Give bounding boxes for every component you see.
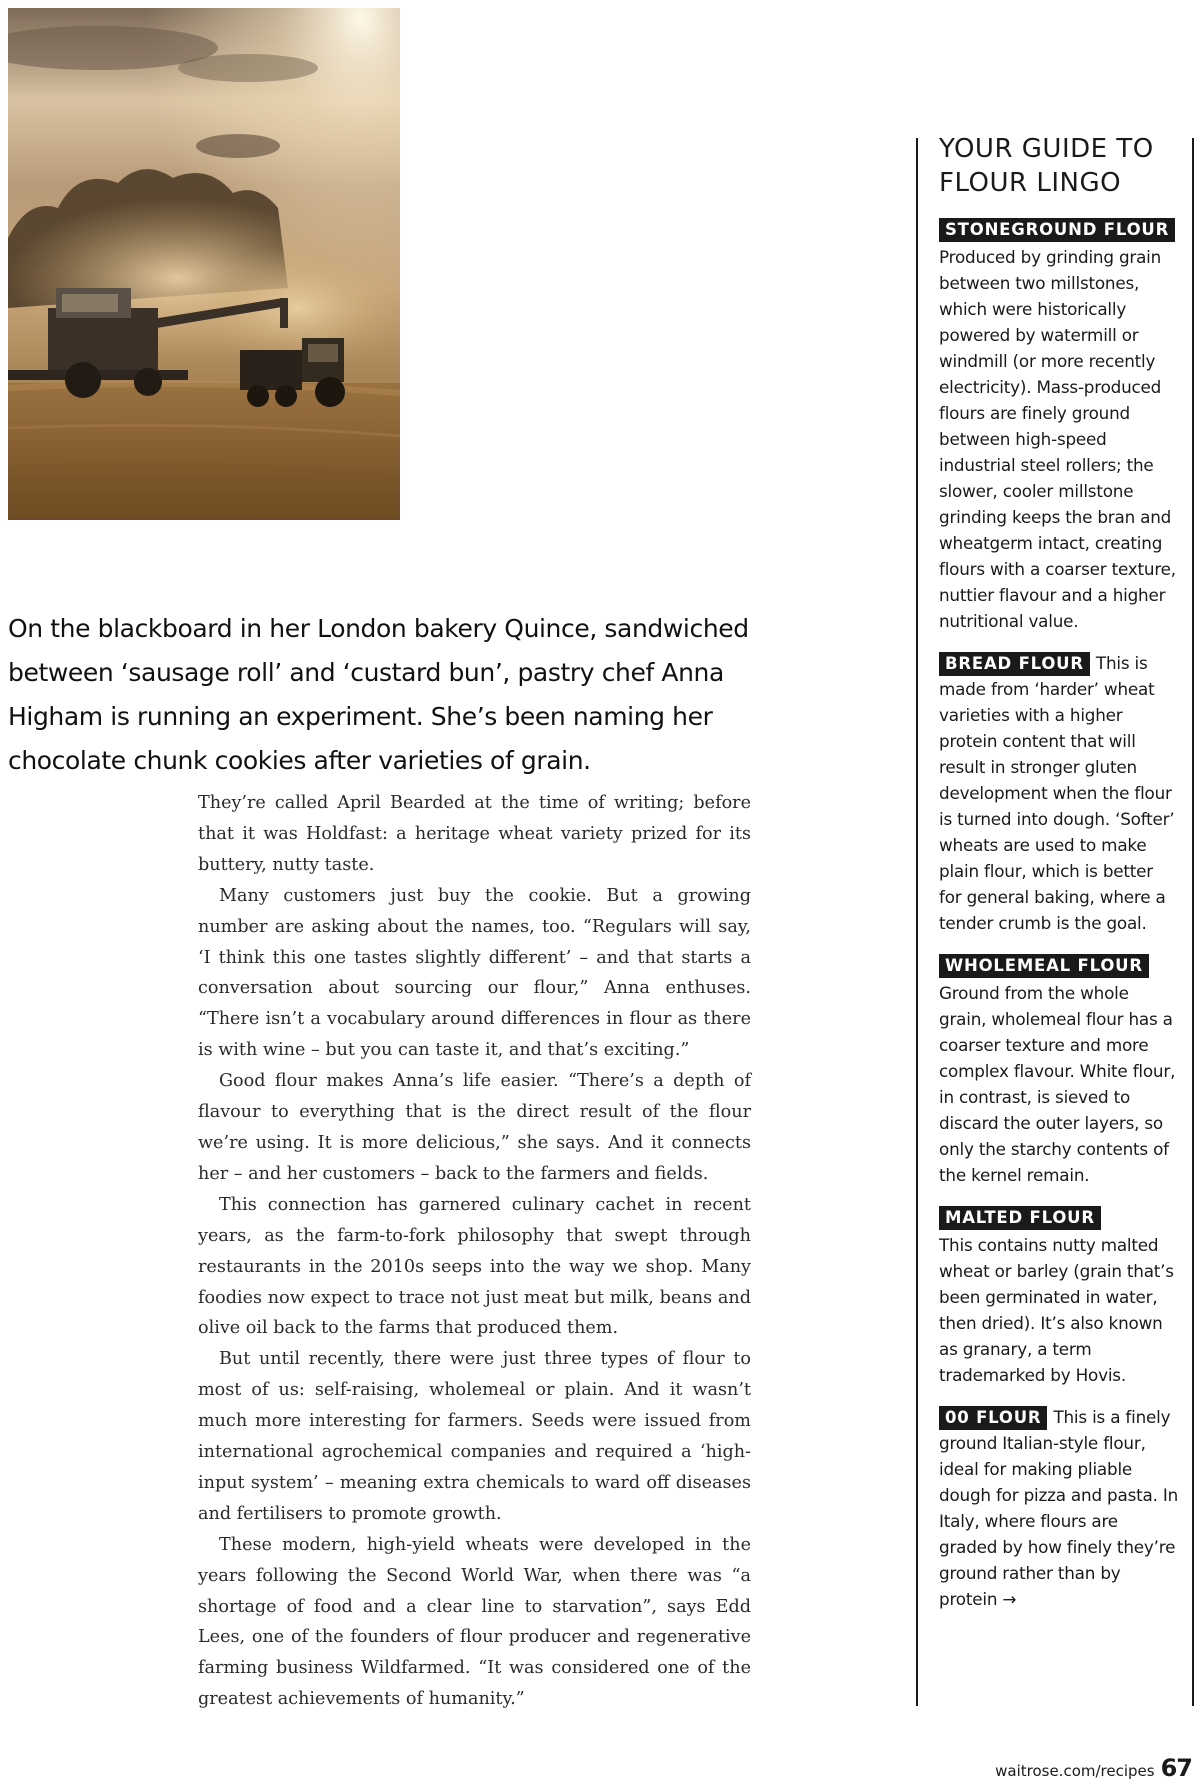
glossary-entry-wholemeal [939,952,1179,1188]
sidebar-rule-right [1192,138,1194,1706]
glossary-term: STONEGROUND FLOUR [939,218,1175,242]
glossary-term: 00 FLOUR [939,1406,1047,1430]
body-paragraph: Many customers just buy the cookie. But a growing number are asking about the names, too. “Regulars will say, ‘I think this one tastes slightly different’ – and that starts a conversation about sourcing our flour,” Anna enthuses. “There isn’t a vocabulary around differences in flour as there is with wine – but you can taste it, and that’s exciting.” [198,885,751,1061]
sidebar-title-line1: YOUR GUIDE TO [939,134,1154,164]
glossary-term: MALTED FLOUR [939,1206,1101,1230]
glossary-term: BREAD FLOUR [939,652,1090,676]
flour-glossary-sidebar [939,132,1179,1628]
glossary-entry-malted [939,1204,1179,1388]
article-body [198,788,751,1715]
sidebar-title [939,132,1179,200]
harvest-photo [8,8,400,520]
body-paragraph: They’re called April Bearded at the time of writing; before that it was Holdfast: a heritage wheat variety prized for its buttery, nutty taste. [198,793,751,875]
page-number: 67 [1160,1754,1192,1782]
glossary-entry-stoneground [939,216,1179,634]
sidebar-title-line2: FLOUR LINGO [939,168,1122,198]
glossary-entry-00 [939,1404,1179,1612]
footer-url[interactable]: waitrose.com/recipes [995,1762,1155,1780]
body-paragraph: But until recently, there were just three types of flour to most of us: self-raising, wholemeal or plain. And it wasn’t much more interesting for farmers. Seeds were issued from international agrochemical companies and required a ‘high-input system’ – meaning extra chemicals to ward off diseases and fertilisers to promote growth. [198,1349,751,1524]
glossary-definition: This is made from ‘harder’ wheat varieties with a higher protein content that will result in stronger gluten development when the flour is turned into dough. ‘Softer’ wheats are used to make plain flour, which is better for general baking, where a tender crumb is the goal. [939,653,1175,933]
standfirst-intro: On the blackboard in her London bakery Quince, sandwiched between ‘sausage roll’ and ‘custard bun’, pastry chef Anna Higham is running an experiment. She’s been naming her chocolate chunk cookies after varieties of grain. [8,614,749,775]
page-footer [995,1754,1192,1784]
body-paragraph: These modern, high-yield wheats were developed in the years following the Second World War, when there was “a shortage of food and a clear line to starvation”, says Edd Lees, one of the founders of flour producer and regenerative farming business Wildfarmed. “It was considered one of the greatest achievements of humanity.” [198,1534,751,1710]
body-paragraph: Good flour makes Anna’s life easier. “There’s a depth of flavour to everything that is the direct result of the flour we’re using. It is more delicious,” she says. And it connects her – and her customers – back to the farmers and fields. [198,1071,751,1184]
glossary-definition: Produced by grinding grain between two millstones, which were historically powered by watermill or windmill (or more recently electricity). Mass-produced flours are finely ground between high-speed industrial steel rollers; the slower, cooler millstone grinding keeps the bran and wheatgerm intact, creating flours with a coarser texture, nuttier flavour and a higher nutritional value. [939,247,1176,631]
sidebar-rule-left [916,138,918,1706]
glossary-definition: This is a finely ground Italian-style flour, ideal for making pliable dough for pizza and pasta. In Italy, where flours are graded by how finely they’re ground rather than by protein → [939,1407,1179,1609]
body-paragraph: This connection has garnered culinary cachet in recent years, as the farm-to-fork philosophy that swept through restaurants in the 2010s seeps into the way we shop. Many foodies now expect to trace not just meat but milk, beans and olive oil back to the farms that produced them. [198,1194,751,1339]
glossary-entry-bread [939,650,1179,936]
glossary-term: WHOLEMEAL FLOUR [939,954,1149,978]
glossary-definition: Ground from the whole grain, wholemeal flour has a coarser texture and more complex flavour. White flour, in contrast, is sieved to discard the outer layers, so only the starchy contents of the kernel remain. [939,983,1176,1185]
glossary-definition: This contains nutty malted wheat or barley (grain that’s been germinated in water, then dried). It’s also known as granary, a term trademarked by Hovis. [939,1235,1174,1385]
